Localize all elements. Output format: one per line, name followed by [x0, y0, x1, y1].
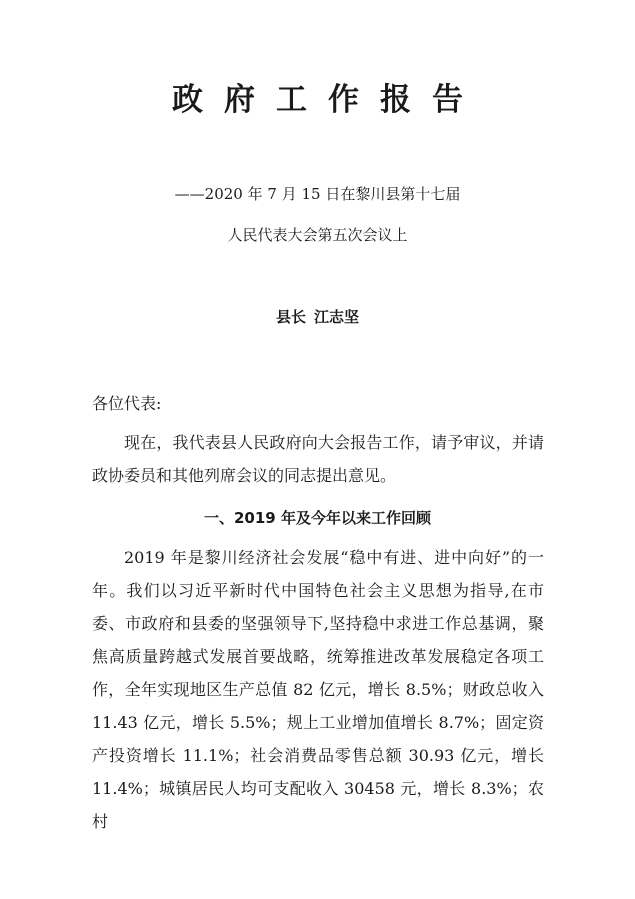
author-name: 江志坚 — [314, 308, 360, 326]
subtitle-line-1: ——2020 年 7 月 15 日在黎川县第十七届 — [174, 185, 461, 203]
subtitle-line-2: 人民代表大会第五次会议上 — [227, 226, 408, 244]
document-title: 政府工作报告 — [172, 82, 484, 118]
paragraph-review: 2019 年是黎川经济社会发展“稳中有进、进中向好”的一年。我们以习近平新时代中国特色社会主义思想为指导,在市委、市政府和县委的坚强领导下,坚持稳中求进工作总基调，聚焦高质量跨越式发展首要战略，统筹推进改革发展稳定各项工作，全年实现地区生产总值 82 亿元，增长 8.5%；财政总收入 11.43 亿元，增长 5.5%；规上工业增加值增长 8.7%；固定资产投资增长 11.1%；社会消费品零售总额 30.93 亿元，增长 11.4%；城镇居民人均可支配收入 30458 元，增长 8.3%；农村 — [92, 548, 544, 831]
salutation: 各位代表: — [92, 394, 162, 413]
section-heading: 一、2019 年及今年以来工作回顾 — [204, 509, 431, 527]
paragraph-intro: 现在，我代表县人民政府向大会报告工作，请予审议，并请政协委员和其他列席会议的同志提出意见。 — [92, 433, 544, 485]
author-line — [0, 306, 635, 328]
author-role: 县长 — [275, 308, 306, 326]
